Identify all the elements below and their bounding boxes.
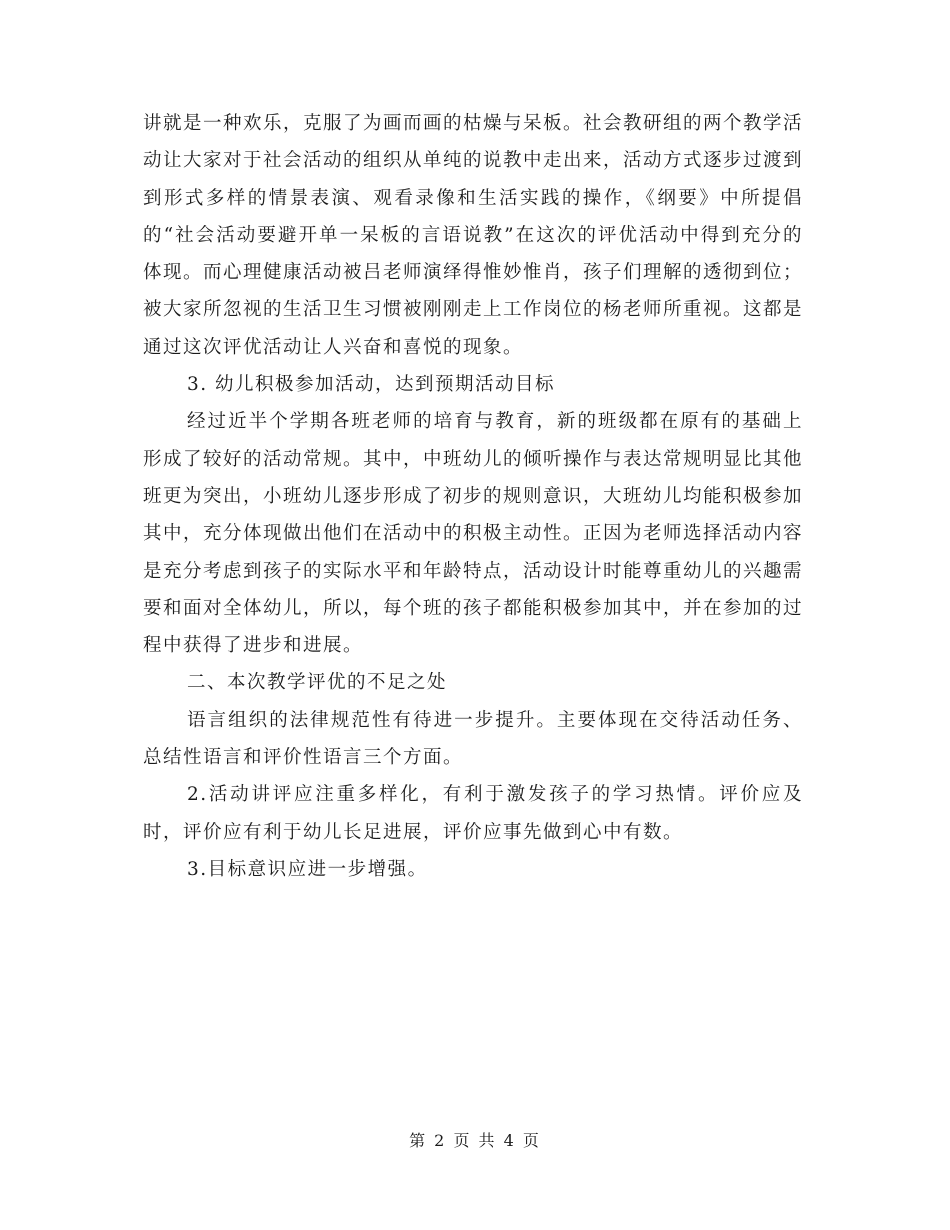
page-number-footer: 第 2 页 共 4 页 — [409, 1131, 541, 1150]
paragraph-language-standard: 语言组织的法律规范性有待进一步提升。主要体现在交待活动任务、总结性语言和评价性语言三个方面。 — [143, 709, 803, 769]
paragraph-evaluation-diversity: 2.活动讲评应注重多样化，有利于激发孩子的学习热情。评价应及时，评价应有利于幼儿长足进展，评价应事先做到心中有数。 — [143, 784, 803, 843]
paragraph-continuation: 讲就是一种欢乐，克服了为画而画的枯燥与呆板。社会教研组的两个教学活动让大家对于社会活动的组织从单纯的说教中走出来，活动方式逐步过渡到到形式多样的情景表演、观看录像和生活实践的操作，《纲要》中所提倡的“社会活动要避开单一呆板的言语说教”在这次的评优活动中得到充分的体现。而心理健康活动被吕老师演绎得惟妙惟肖，孩子们理解的透彻到位；被大家所忽视的生活卫生习惯被刚刚走上工作岗位的杨老师所重视。这都是通过这次评优活动让人兴奋和喜悦的现象。 — [143, 113, 804, 358]
section-heading-3: 3. 幼儿积极参加活动，达到预期活动目标 — [187, 374, 556, 396]
document-body — [143, 105, 803, 888]
paragraph-class-routine: 经过近半个学期各班老师的培育与教育，新的班级都在原有的基础上形成了较好的活动常规。其中，中班幼儿的倾听操作与表达常规明显比其他班更为突出，小班幼儿逐步形成了初步的规则意识，大班幼儿均能积极参加其中，充分体现做出他们在活动中的积极主动性。正因为老师选择活动内容是充分考虑到孩子的实际水平和年龄特点，活动设计时能尊重幼儿的兴趣需要和面对全体幼儿，所以，每个班的孩子都能积极参加其中，并在参加的过程中获得了进步和进展。 — [143, 411, 804, 657]
section-heading-shortcomings: 二、本次教学评优的不足之处 — [187, 672, 448, 694]
paragraph-goal-awareness: 3.目标意识应进一步增强。 — [187, 858, 428, 880]
